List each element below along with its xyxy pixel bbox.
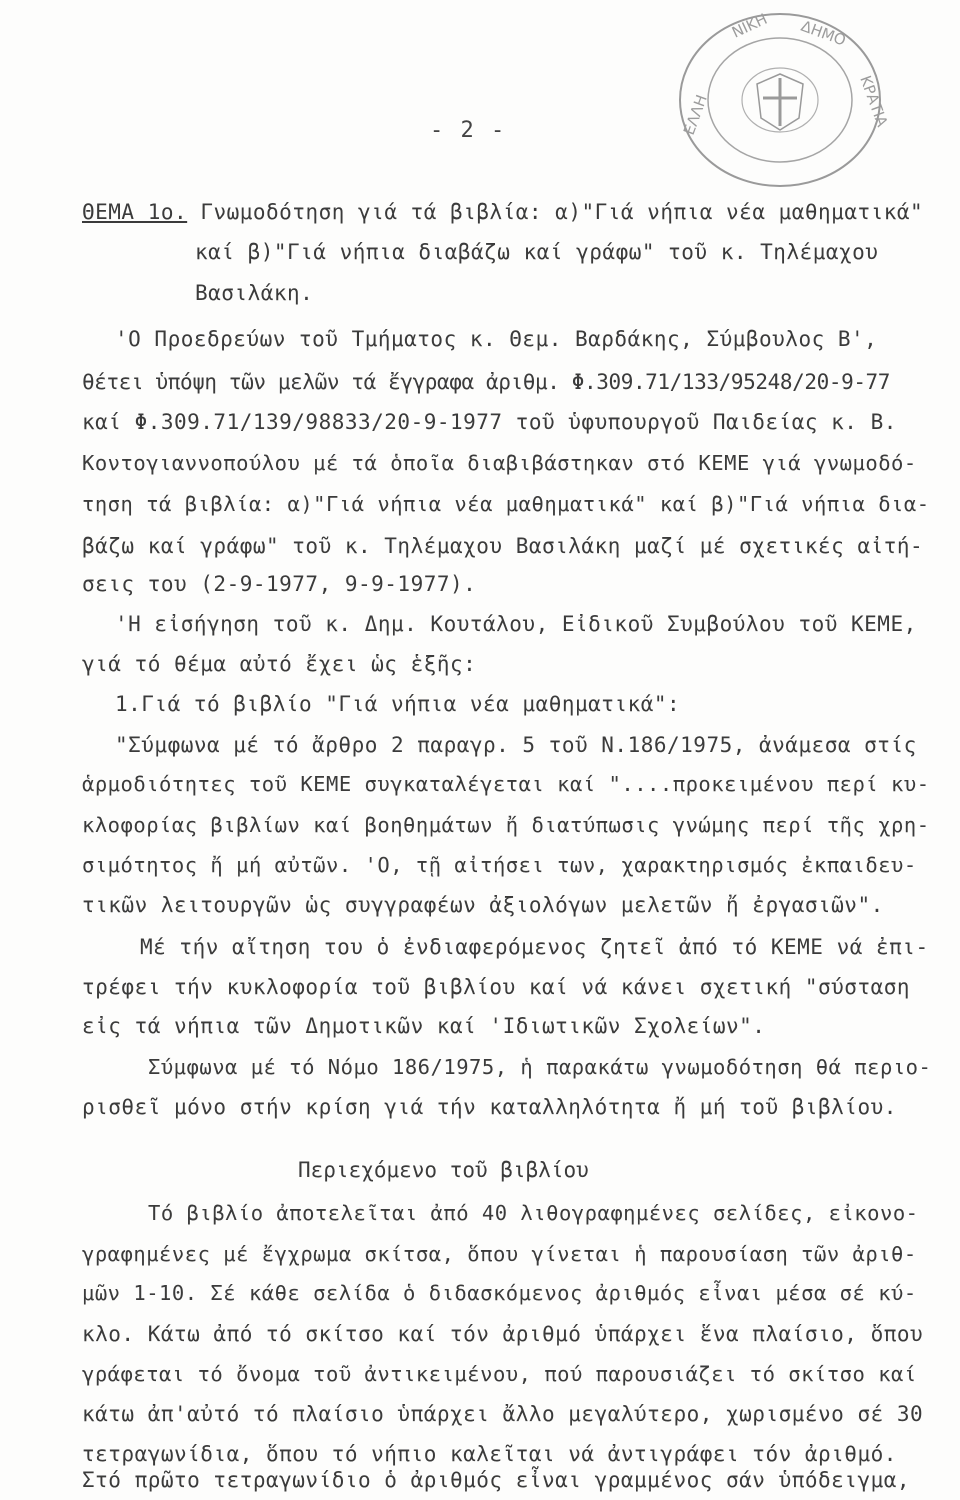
seal-svg bbox=[675, 8, 892, 188]
svg-text:ΝΙΚΗ: ΝΙΚΗ bbox=[729, 9, 771, 42]
svg-text:ΔΗΜΟ: ΔΗΜΟ bbox=[798, 16, 849, 50]
paragraph-line: τικῶν λειτουργῶν ὡς συγγραφέων ἀξιολόγων μελετῶν ἤ ἐργασιῶν". bbox=[82, 893, 884, 917]
paragraph-line: Κοντογιαννοπούλου μέ τά ὁποῖα διαβιβάστηκαν στό ΚΕΜΕ γιά γνωμοδό- bbox=[82, 451, 917, 475]
page-number: - 2 - bbox=[430, 118, 507, 143]
section-heading: Περιεχόμενο τοῦ βιβλίου bbox=[298, 1158, 589, 1182]
paragraph-line: θέτει ὑπόψη τῶν μελῶν τά ἔγγραφα ἀριθμ. Φ.309.71/133/95248/20-9-77 bbox=[82, 370, 891, 394]
paragraph-line: σεις του (2-9-1977, 9-9-1977). bbox=[82, 572, 477, 596]
paragraph-line: σιμότητος ἤ μή αὐτῶν. 'Ο, τῇ αἰτήσει των, χαρακτηρισμός ἐκπαιδευ- bbox=[82, 853, 917, 877]
svg-text:ΕΛΛΗ: ΕΛΛΗ bbox=[679, 92, 711, 138]
paragraph-line: τρέφει τήν κυκλοφορία τοῦ βιβλίου καί νά κάνει σχετική "σύσταση bbox=[82, 975, 911, 999]
paragraph-line: κλο. Κάτω ἀπό τό σκίτσο καί τόν ἀριθμό ὑπάρχει ἕνα πλαίσιο, ὅπου bbox=[82, 1322, 924, 1346]
paragraph-line: βάζω καί γράφω" τοῦ κ. Τηλέμαχου Βασιλάκη μαζί μέ σχετικές αἰτή- bbox=[82, 534, 924, 558]
paragraph-line: μῶν 1-10. Σέ κάθε σελίδα ὁ διδασκόμενος ἀριθμός εἶναι μέσα σέ κύ- bbox=[82, 1281, 917, 1305]
paragraph-line: ἁρμοδιότητες τοῦ ΚΕΜΕ συγκαταλέγεται καί "....προκειμένου περί κυ- bbox=[82, 772, 930, 796]
subject-text: καί β)"Γιά νήπια διαβάζω καί γράφω" τοῦ κ. Τηλέμαχου bbox=[195, 240, 879, 264]
paragraph-line: τηση τά βιβλία: α)"Γιά νήπια νέα μαθηματικά" καί β)"Γιά νήπια δια- bbox=[82, 492, 930, 516]
paragraph-line: γιά τό θέμα αὐτό ἔχει ὡς ἑξῆς: bbox=[82, 652, 477, 676]
paragraph-line: 'Ο Προεδρεύων τοῦ Τμήματος κ. Θεμ. Βαρδάκης, Σύμβουλος Β', bbox=[115, 327, 878, 351]
subject-line bbox=[82, 200, 923, 224]
subject-label: ΘΕΜΑ 1ο. bbox=[82, 200, 188, 224]
subject-text: Βασιλάκη. bbox=[195, 281, 314, 305]
paragraph-line: καί Φ.309.71/139/98833/20-9-1977 τοῦ ὑφυπουργοῦ Παιδείας κ. Β. bbox=[82, 410, 897, 434]
paragraph-line: εἰς τά νήπια τῶν Δημοτικῶν καί 'Ιδιωτικῶν Σχολείων". bbox=[82, 1014, 766, 1038]
paragraph-line: Σύμφωνα μέ τό Νόμο 186/1975, ἡ παρακάτω γνωμοδότηση θά περιο- bbox=[148, 1055, 932, 1079]
paragraph-line: γραφημένες μέ ἔγχρωμα σκίτσα, ὅπου γίνεται ἡ παρουσίαση τῶν ἀριθ- bbox=[82, 1242, 917, 1266]
paragraph-line: κάτω ἀπ'αὐτό τό πλαίσιο ὑπάρχει ἄλλο μεγαλύτερο, χωρισμένο σέ 30 bbox=[82, 1402, 924, 1426]
paragraph-line: Τό βιβλίο ἀποτελεῖται ἀπό 40 λιθογραφημένες σελίδες, εἰκονο- bbox=[148, 1201, 919, 1225]
paragraph-line: κλοφορίας βιβλίων καί βοηθημάτων ἤ διατύπωσις γνώμης περί τῆς χρη- bbox=[82, 813, 930, 837]
paragraph-line: ρισθεῖ μόνο στήν κρίση γιά τήν καταλληλότητα ἤ μή τοῦ βιβλίου. bbox=[82, 1095, 897, 1119]
paragraph-line: Στό πρῶτο τετραγωνίδιο ὁ ἀριθμός εἶναι γραμμένος σάν ὑπόδειγμα, bbox=[82, 1468, 911, 1492]
paragraph-line: τετραγωνίδια, ὅπου τό νήπιο καλεῖται νά ἀντιγράφει τόν ἀριθμό. bbox=[82, 1442, 897, 1466]
svg-text:ΚΡΑΤΙΑ: ΚΡΑΤΙΑ bbox=[856, 73, 892, 130]
subject-text: Γνωμοδότηση γιά τά βιβλία: α)"Γιά νήπια νέα μαθηματικά" bbox=[200, 200, 924, 224]
official-seal-stamp bbox=[675, 8, 892, 188]
paragraph-line: Μέ τήν αἴτηση του ὁ ἐνδιαφερόμενος ζητεῖ ἀπό τό ΚΕΜΕ νά ἐπι- bbox=[140, 935, 929, 959]
paragraph-line: 1.Γιά τό βιβλίο "Γιά νήπια νέα μαθηματικά": bbox=[115, 692, 681, 716]
paragraph-line: 'Η εἰσήγηση τοῦ κ. Δημ. Κουτάλου, Εἰδικοῦ Συμβούλου τοῦ ΚΕΜΕ, bbox=[115, 612, 917, 636]
paragraph-line: "Σύμφωνα μέ τό ἄρθρο 2 παραγρ. 5 τοῦ Ν.186/1975, ἀνάμεσα στίς bbox=[115, 733, 917, 757]
paragraph-line: γράφεται τό ὄνομα τοῦ ἀντικειμένου, πού παρουσιάζει τό σκίτσο καί bbox=[82, 1362, 917, 1386]
